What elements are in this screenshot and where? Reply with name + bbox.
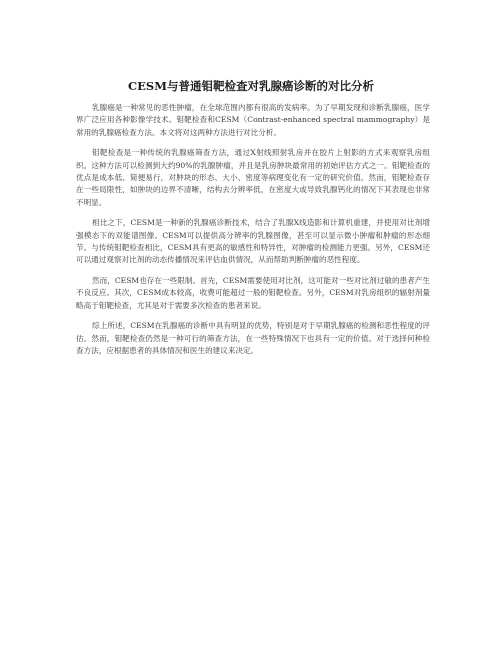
paragraph-cesm-advantages: 相比之下，CESM是一种新的乳腺癌诊断技术，结合了乳腺X线造影和计算机重建，并使用对比剂增强模态下的双能谱图像。CESM可以提供高分辨率的乳腺图像，甚至可以显示微小肿瘤和肿瘤的形态细节。与传统钼靶检查相比，CESM具有更高的敏感性和特异性，对肿瘤的检测能力更强。另外，CESM还可以通过观察对比剂的动态传播情况来评估血供情况，从而帮助判断肿瘤的恶性程度。	[76, 218, 430, 265]
paragraph-intro: 乳腺癌是一种常见的恶性肿瘤，在全球范围内都有很高的发病率。为了早期发现和诊断乳腺癌，医学界广泛应用各种影像学技术。钼靶检查和CESM（Contrast-enhanced spectral mammography）是常用的乳腺癌检查方法。本文将对这两种方法进行对比分析。	[76, 103, 430, 137]
paragraph-conclusion: 综上所述，CESM在乳腺癌的诊断中具有明显的优势，特别是对于早期乳腺癌的检测和恶性程度的评估。然而，钼靶检查仍然是一种可行的筛查方法，在一些特殊情况下也具有一定的价值。对于选择何种检查方法，应根据患者的具体情况和医生的建议来决定。	[76, 321, 430, 355]
paragraph-cesm-limitations: 然而，CESM也存在一些限制。首先，CESM需要使用对比剂，这可能对一些对比剂过敏的患者产生不良反应。其次，CESM成本较高，收费可能超过一般的钼靶检查。另外，CESM对乳房组织的辐射剂量略高于钼靶检查，尤其是对于需要多次检查的患者来说。	[76, 275, 430, 310]
document-body	[76, 102, 430, 365]
paragraph-mammography: 钼靶检查是一种传统的乳腺癌筛查方法，通过X射线照射乳房并在胶片上射影的方式来观察乳房组织。这种方法可以检测到大约90%的乳腺肿瘤，并且是乳房肿块最常用的初始评估方式之一。钼靶检查的优点是成本低、简便易行，对肿块的形态、大小、密度等病理变化有一定的研究价值。然而，钼靶检查存在一些局限性，如肿块的边界不清晰，结构去分辨率低，在密度大或导致乳腺钙化的情况下其表现也非常不明显。	[76, 148, 430, 207]
document-title: CESM与普通钼靶检查对乳腺癌诊断的对比分析	[128, 79, 374, 93]
